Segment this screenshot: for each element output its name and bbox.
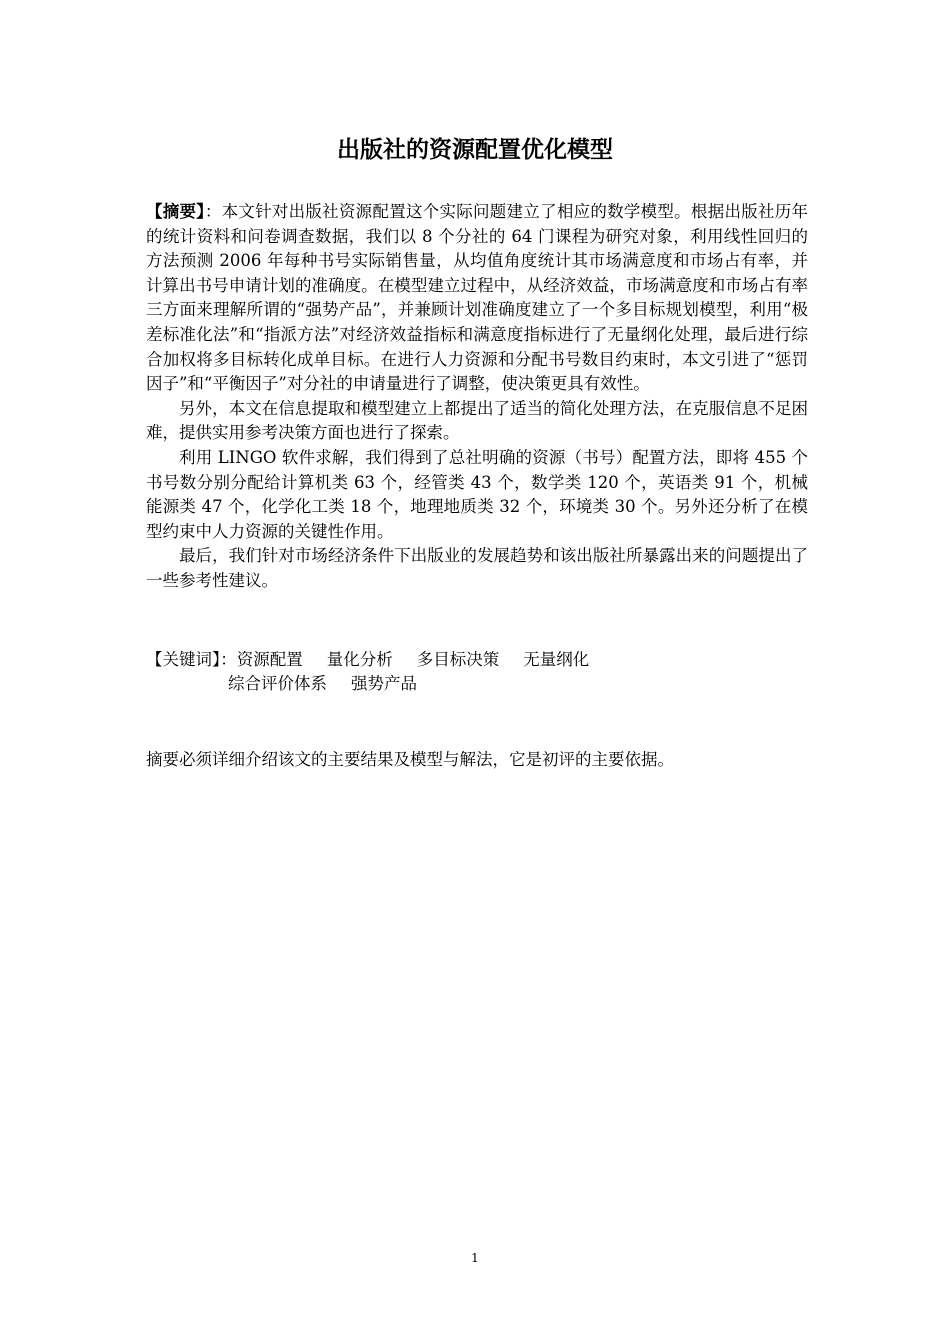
keyword-item: 资源配置 xyxy=(236,650,303,669)
keyword-item: 综合评价体系 xyxy=(228,674,327,693)
keyword-item: 无量纲化 xyxy=(523,650,590,669)
abstract-paragraph-2: 另外，本文在信息提取和模型建立上都提出了适当的简化处理方法，在克服信息不足困难，提供实用参考决策方面也进行了探索。 xyxy=(146,398,808,443)
abstract-paragraph-1 xyxy=(146,200,808,397)
abstract-note: 摘要必须详细介绍该文的主要结果及模型与解法，它是初评的主要依据。 xyxy=(146,750,674,769)
keywords-section xyxy=(146,648,808,696)
keywords-label: 【关键词】： xyxy=(146,650,237,669)
abstract-paragraph-4: 最后，我们针对市场经济条件下出版业的发展趋势和该出版社所暴露出来的问题提出了一些参考性建议。 xyxy=(146,546,808,590)
page-number: 1 xyxy=(471,1251,479,1265)
abstract-text-1: ：本文针对出版社资源配置这个实际问题建立了相应的数学模型。根据出版社历年的统计资料和问卷调查数据，我们以 8 个分社的 64 门课程为研究对象，利用线性回归的方法预测 2006 年每种书号实际销售量，从均值角度统计其市场满意度和市场占有率，并计算出书号申请计划的准确度。在模型建立过程中，从经济效益，市场满意度和市场占有率三方面来理解所谓的“强势产品”，并兼顾计划准确度建立了一个多目标规划模型，利用“极差标准化法”和“指派方法”对经济效益指标和满意度指标进行了无量纲化处理，最后进行综合加权将多目标转化成单目标。在进行人力资源和分配书号数目约束时，本文引进了“惩罚因子”和“平衡因子”对分社的申请量进行了调整，使决策更具有效性。 xyxy=(146,202,809,394)
paper-title: 出版社的资源配置优化模型 xyxy=(337,137,613,163)
abstract-paragraph-3: 利用 LINGO 软件求解，我们得到了总社明确的资源（书号）配置方法，即将 455 个书号数分别分配给计算机类 63 个，经管类 43 个，数学类 120 个，英语类 91 个，机械能源类 47 个，化学化工类 18 个，地理地质类 32 个，环境类 30 个。另外还分析了在模型约束中人力资源的关键性作用。 xyxy=(146,447,808,541)
abstract-section xyxy=(146,200,808,594)
keywords-line-1 xyxy=(146,648,808,672)
keyword-item: 量化分析 xyxy=(326,650,393,669)
abstract-label: 【摘要】 xyxy=(146,202,205,221)
keyword-item: 多目标决策 xyxy=(416,650,500,669)
keyword-item: 强势产品 xyxy=(351,674,417,693)
keywords-line-2 xyxy=(146,672,808,696)
